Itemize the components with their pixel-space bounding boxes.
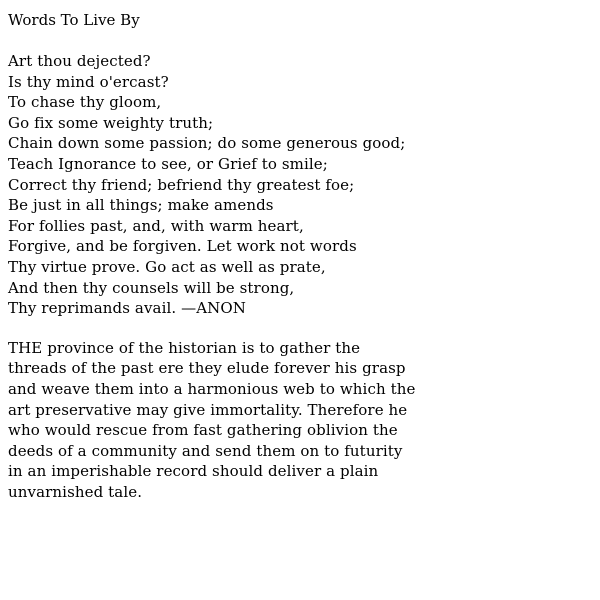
poem-line: Teach Ignorance to see, or Grief to smile;: [8, 154, 328, 173]
paragraph-line: who would rescue from fast gathering oblivion the: [8, 421, 398, 440]
paragraph-line: deeds of a community and send them on to futurity: [8, 441, 403, 460]
poem-line: Art thou dejected?: [8, 52, 151, 70]
paragraph-line: unvarnished tale.: [8, 482, 143, 501]
paragraph-line: and weave them into a harmonious web to which the: [8, 379, 416, 398]
poem-line: Go fix some weighty truth;: [8, 113, 214, 132]
poem-line: Is thy mind o'ercast?: [8, 72, 169, 91]
poem-attribution-line: Thy reprimands avail. —ANON: [8, 299, 246, 318]
poem-line: Correct thy friend; befriend thy greatest foe;: [8, 175, 355, 194]
poem-line: For follies past, and, with warm heart,: [8, 216, 304, 235]
poem-line: Forgive, and be forgiven. Let work not words: [8, 237, 357, 256]
poem-line: Chain down some passion; do some generous good;: [8, 134, 406, 153]
paragraph-line: threads of the past ere they elude forever his grasp: [8, 359, 406, 378]
poem-line: Thy virtue prove. Go act as well as prate,: [8, 257, 326, 276]
poem-line: To chase thy gloom,: [8, 93, 162, 112]
poem: [8, 51, 593, 319]
poem-line: And then thy counsels will be strong,: [8, 278, 295, 297]
document-title: Words To Live By: [8, 11, 140, 29]
paragraph-line: in an imperishable record should deliver a plain: [8, 462, 379, 481]
poem-line: Be just in all things; make amends: [8, 196, 274, 215]
document-page: [8, 10, 593, 502]
paragraph-line: THE province of the historian is to gather the: [8, 338, 361, 357]
historian-paragraph: [8, 338, 593, 503]
paragraph-line: art preservative may give immortality. Therefore he: [8, 400, 408, 419]
